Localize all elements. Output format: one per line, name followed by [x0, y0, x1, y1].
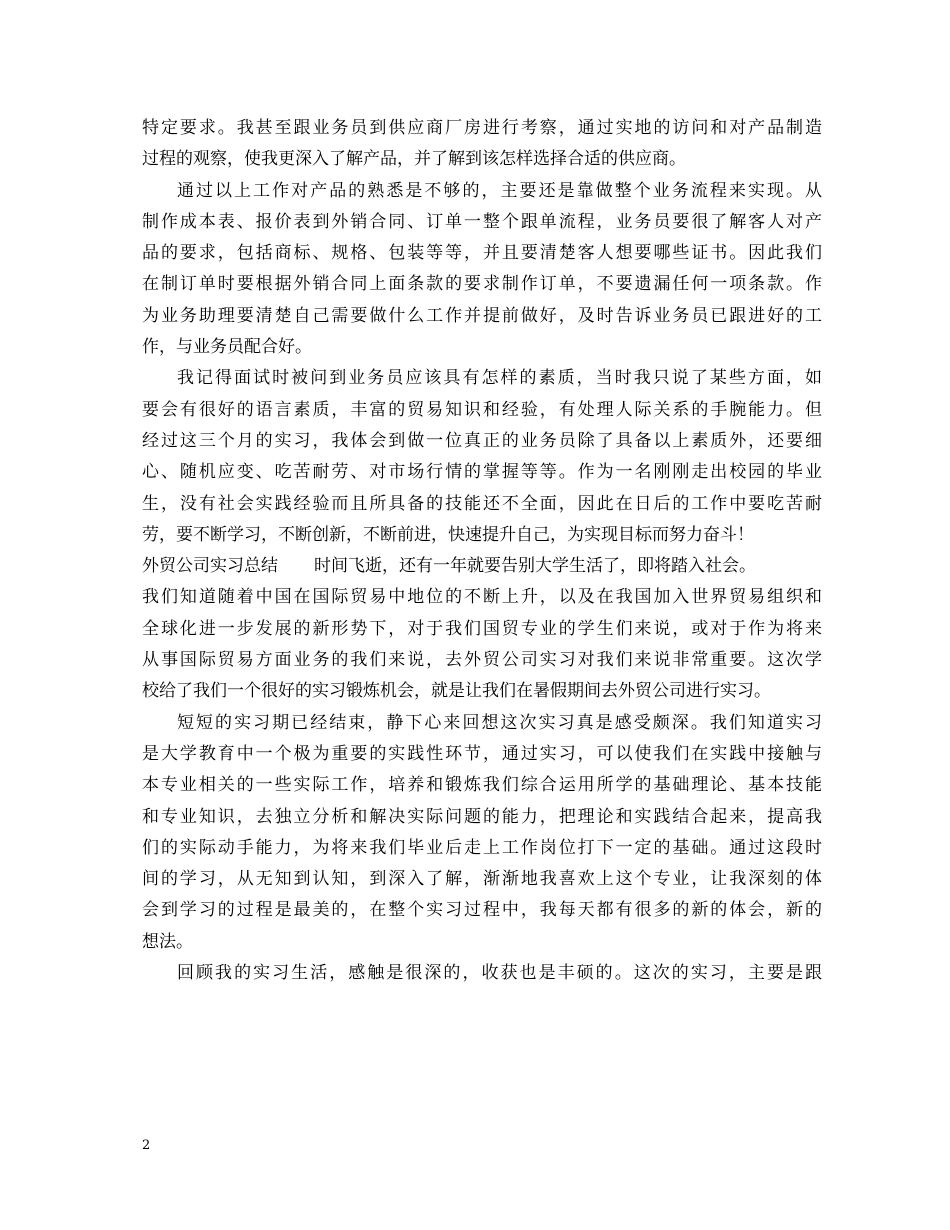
paragraph-1 — [142, 113, 822, 176]
text-line: 校给了我们一个很好的实习锻炼机会，就是让我们在暑假期间去外贸公司进行实习。 — [142, 681, 771, 702]
text-line: 作，与业务员配合好。 — [142, 337, 312, 358]
paragraph-3 — [142, 363, 822, 551]
paragraph-5 — [142, 958, 822, 989]
text-line: 过程的观察，使我更深入了解产品，并了解到该怎样选择合适的供应商。 — [142, 149, 686, 170]
text-line: 全球化进一步发展的新形势下，对于我们国贸专业的学生们来说，或对于作为将来 — [142, 618, 822, 639]
text-line: 本专业相关的一些实际工作，培养和锻炼我们综合运用所学的基础理论、基本技能 — [142, 775, 822, 796]
text-line: 短短的实习期已经结束，静下心来回想这次实习真是感受颇深。我们知道实习 — [177, 712, 822, 733]
text-line: 心、随机应变、吃苦耐劳、对市场行情的掌握等等。作为一名刚刚走出校园的毕业 — [142, 462, 822, 483]
text-line: 想法。 — [142, 931, 193, 952]
text-line: 劳，要不断学习，不断创新，不断前进，快速提升自己，为实现目标而努力奋斗！ — [142, 524, 754, 545]
page-number: 2 — [142, 1138, 151, 1153]
text-line: 从事国际贸易方面业务的我们来说，去外贸公司实习对我们来说非常重要。这次学 — [142, 650, 822, 671]
section-title: 外贸公司实习总结 — [142, 556, 278, 577]
paragraph-4 — [142, 708, 822, 958]
text-line: 和专业知识，去独立分析和解决实际问题的能力，把理论和实践结合起来，提高我 — [142, 806, 822, 827]
text-line: 品的要求，包括商标、规格、包装等等，并且要清楚客人想要哪些证书。因此我们 — [142, 243, 822, 264]
text-line: 生，没有社会实践经验而且所具备的技能还不全面，因此在日后的工作中要吃苦耐 — [142, 493, 822, 514]
text-line: 间的学习，从无知到认知，到深入了解，渐渐地我喜欢上这个专业，让我深刻的体 — [142, 869, 822, 890]
text-line: 经过这三个月的实习，我体会到做一位真正的业务员除了具备以上素质外，还要细 — [142, 430, 822, 451]
text-line: 回顾我的实习生活，感触是很深的，收获也是丰硕的。这次的实习，主要是跟 — [177, 963, 822, 984]
text-line: 是大学教育中一个极为重要的实践性环节，通过实习，可以使我们在实践中接触与 — [142, 743, 822, 764]
text-line: 我记得面试时被问到业务员应该具有怎样的素质，当时我只说了某些方面，如 — [177, 368, 822, 389]
section-intro — [142, 551, 822, 707]
text-line: 为业务助理要清楚自己需要做什么工作并提前做好，及时告诉业务员已跟进好的工 — [142, 305, 822, 326]
section-heading-line — [142, 551, 822, 582]
text-line: 要会有很好的语言素质，丰富的贸易知识和经验，有处理人际关系的手腕能力。但 — [142, 399, 822, 420]
paragraph-2 — [142, 176, 822, 364]
text-line: 通过以上工作对产品的熟悉是不够的，主要还是靠做整个业务流程来实现。从 — [177, 180, 822, 201]
text-line: 制作成本表、报价表到外销合同、订单一整个跟单流程，业务员要很了解客人对产 — [142, 211, 822, 232]
text-line: 们的实际动手能力，为将来我们毕业后走上工作岗位打下一定的基础。通过这段时 — [142, 837, 822, 858]
text-line: 会到学习的过程是最美的，在整个实习过程中，我每天都有很多的新的体会，新的 — [142, 900, 822, 921]
section-first-line: 时间飞逝，还有一年就要告别大学生活了，即将踏入社会。 — [314, 556, 756, 577]
document-body — [142, 113, 822, 989]
text-line: 在制订单时要根据外销合同上面条款的要求制作订单，不要遗漏任何一项条款。作 — [142, 274, 822, 295]
text-line: 我们知道随着中国在国际贸易中地位的不断上升，以及在我国加入世界贸易组织和 — [142, 587, 822, 608]
text-line: 特定要求。我甚至跟业务员到供应商厂房进行考察，通过实地的访问和对产品制造 — [142, 118, 822, 138]
